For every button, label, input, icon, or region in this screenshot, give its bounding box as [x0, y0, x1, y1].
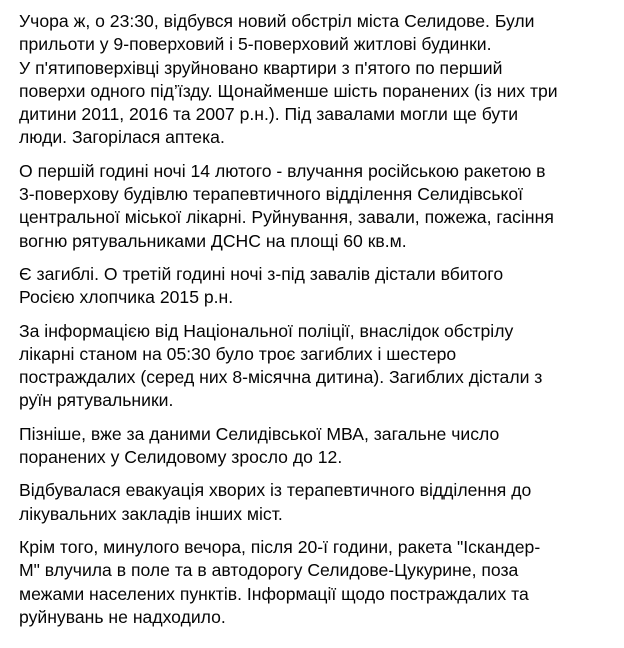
text-line: поверхи одного під’їзду. Щонайменше шість поранених (із них три: [19, 80, 558, 101]
text-line: лікарні станом на 05:30 було троє загиблих і шестеро: [19, 343, 457, 364]
paragraph-5: [19, 423, 608, 470]
text-line: За інформацією від Національної поліції, внаслідок обстрілу: [19, 320, 514, 341]
text-line: Відбувалася евакуація хворих із терапевтичного відділення до: [19, 480, 532, 501]
text-line: Росією хлопчика 2015 р.н.: [19, 287, 234, 308]
paragraph-2: [19, 160, 608, 253]
text-line: межами населених пунктів. Інформації щодо постраждалих та: [19, 583, 529, 604]
text-line: Пізніше, вже за даними Селидівської МВА, загальне число: [19, 423, 500, 444]
paragraph-4: [19, 320, 608, 413]
text-line: люди. Загорілася аптека.: [19, 127, 225, 148]
paragraph-3: [19, 263, 608, 310]
text-line: Крім того, минулого вечора, після 20-ї години, ракета "Іскандер-: [19, 536, 541, 557]
paragraph-6: [19, 479, 608, 526]
text-line: руїн рятувальники.: [19, 390, 174, 411]
paragraph-1: [19, 10, 608, 150]
text-line: дитини 2011, 2016 та 2007 р.н.). Під завалами могли ще бути: [19, 104, 519, 125]
text-line: прильоти у 9-поверховий і 5-поверховий житлові будинки.: [19, 34, 492, 55]
text-line: вогню рятувальниками ДСНС на площі 60 кв.м.: [19, 230, 407, 251]
text-line: Є загиблі. О третій годині ночі з-під завалів дістали вбитого: [19, 263, 504, 284]
text-line: У п'ятиповерхівці зруйновано квартири з п'ятого по перший: [19, 57, 503, 78]
text-line: лікувальних закладів інших міст.: [19, 503, 283, 524]
text-line: постраждалих (серед них 8-місячна дитина). Загиблих дістали з: [19, 367, 543, 388]
text-line: поранених у Селидовому зросло до 12.: [19, 447, 343, 468]
paragraph-7: [19, 536, 608, 629]
text-line: М" влучила в поле та в автодорогу Селидове-Цукурине, поза: [19, 560, 519, 581]
text-line: Учора ж, о 23:30, відбувся новий обстріл міста Селидове. Були: [19, 11, 535, 31]
text-line: центральної міської лікарні. Руйнування, завали, пожежа, гасіння: [19, 207, 554, 228]
text-line: 3-поверхову будівлю терапевтичного відділення Селидівської: [19, 184, 524, 205]
text-line: руйнувань не надходило.: [19, 606, 226, 627]
text-line: О першій годині ночі 14 лютого - влучання російською ракетою в: [19, 160, 546, 181]
